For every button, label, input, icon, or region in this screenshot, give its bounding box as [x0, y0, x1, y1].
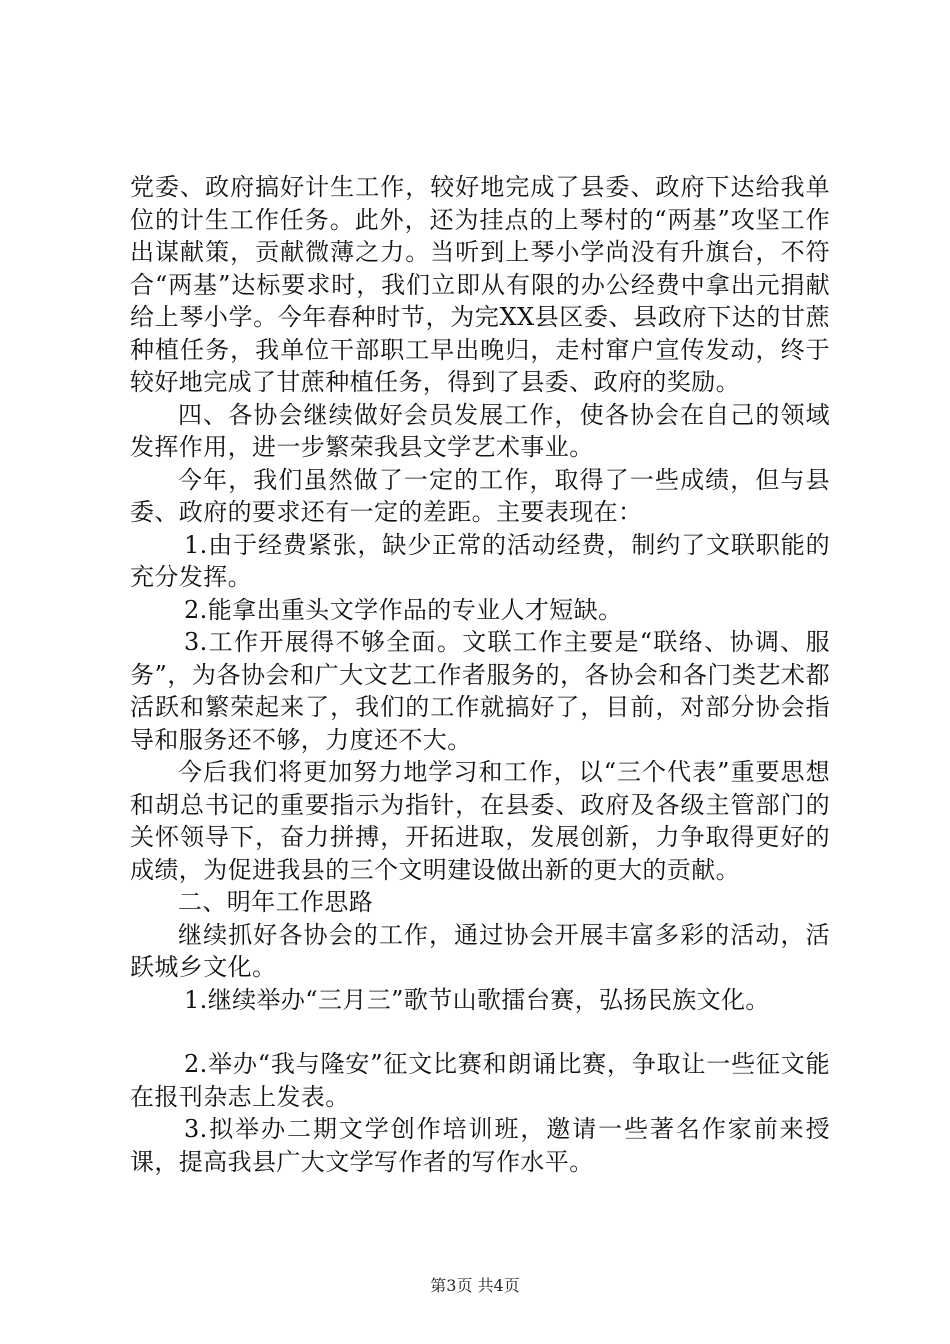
paragraph-shortcoming-2: 2.能拿出重头文学作品的专业人才短缺。: [184, 595, 623, 624]
paragraph-section-four: 四、各协会继续做好会员发展工作，使各协会在自己的领域发挥作用，进一步繁荣我县文学艺术事业。: [130, 400, 830, 461]
paragraph-next-year-intro: 继续抓好各协会的工作，通过协会开展丰富多彩的活动，活跃城乡文化。: [130, 920, 830, 981]
paragraph-shortcoming-1: 1.由于经费紧张，缺少正常的活动经费，制约了文联职能的充分发挥。: [130, 530, 830, 591]
paragraph-plan-3: 3.拟举办二期文学创作培训班，邀请一些著名作家前来授课，提高我县广大文学写作者的写作水平。: [130, 1115, 830, 1176]
paragraph-shortcoming-3: 3.工作开展得不够全面。文联工作主要是“联络、协调、服务”，为各协会和广大文艺工作者服务的，各协会和各门类艺术都活跃和繁荣起来了，我们的工作就搞好了，目前，对部分协会指导和服务还不够，力度还不大。: [130, 628, 830, 754]
paragraph-future-commitment: 今后我们将更加努力地学习和工作，以“三个代表”重要思想和胡总书记的重要指示为指针，在县委、政府及各级主管部门的关怀领导下，奋力拼搏，开拓进取，发展创新，力争取得更好的成绩，为促进我县的三个文明建设做出新的更大的贡献。: [130, 758, 830, 884]
page-number: 第3页: [430, 1276, 473, 1295]
document-body: [130, 171, 830, 1178]
page-total: 共4页: [477, 1276, 520, 1295]
section-heading-next-year: 二、明年工作思路: [178, 888, 374, 916]
paragraph-continuation: 党委、政府搞好计生工作，较好地完成了县委、政府下达给我单位的计生工作任务。此外，还为挂点的上琴村的“两基”攻坚工作出谋献策，贡献微薄之力。当听到上琴小学尚没有升旗台，不符合“两基”达标要求时，我们立即从有限的办公经费中拿出元捐献给上琴小学。今年春种时节，为完XX县区委、县政府下达的甘蔗种植任务，我单位干部职工早出晚归，走村窜户宣传发动，终于较好地完成了甘蔗种植任务，得到了县委、政府的奖励。: [130, 173, 830, 396]
page-footer: [0, 1273, 950, 1296]
paragraph-shortcomings-intro: 今年，我们虽然做了一定的工作，取得了一些成绩，但与县委、政府的要求还有一定的差距。主要表现在：: [130, 465, 830, 526]
blank-line: [130, 1016, 830, 1048]
paragraph-plan-1: 1.继续举办“三月三”歌节山歌擂台赛，弘扬民族文化。: [184, 985, 770, 1014]
paragraph-plan-2: 2.举办“我与隆安”征文比赛和朗诵比赛，争取让一些征文能在报刊杂志上发表。: [130, 1050, 830, 1111]
